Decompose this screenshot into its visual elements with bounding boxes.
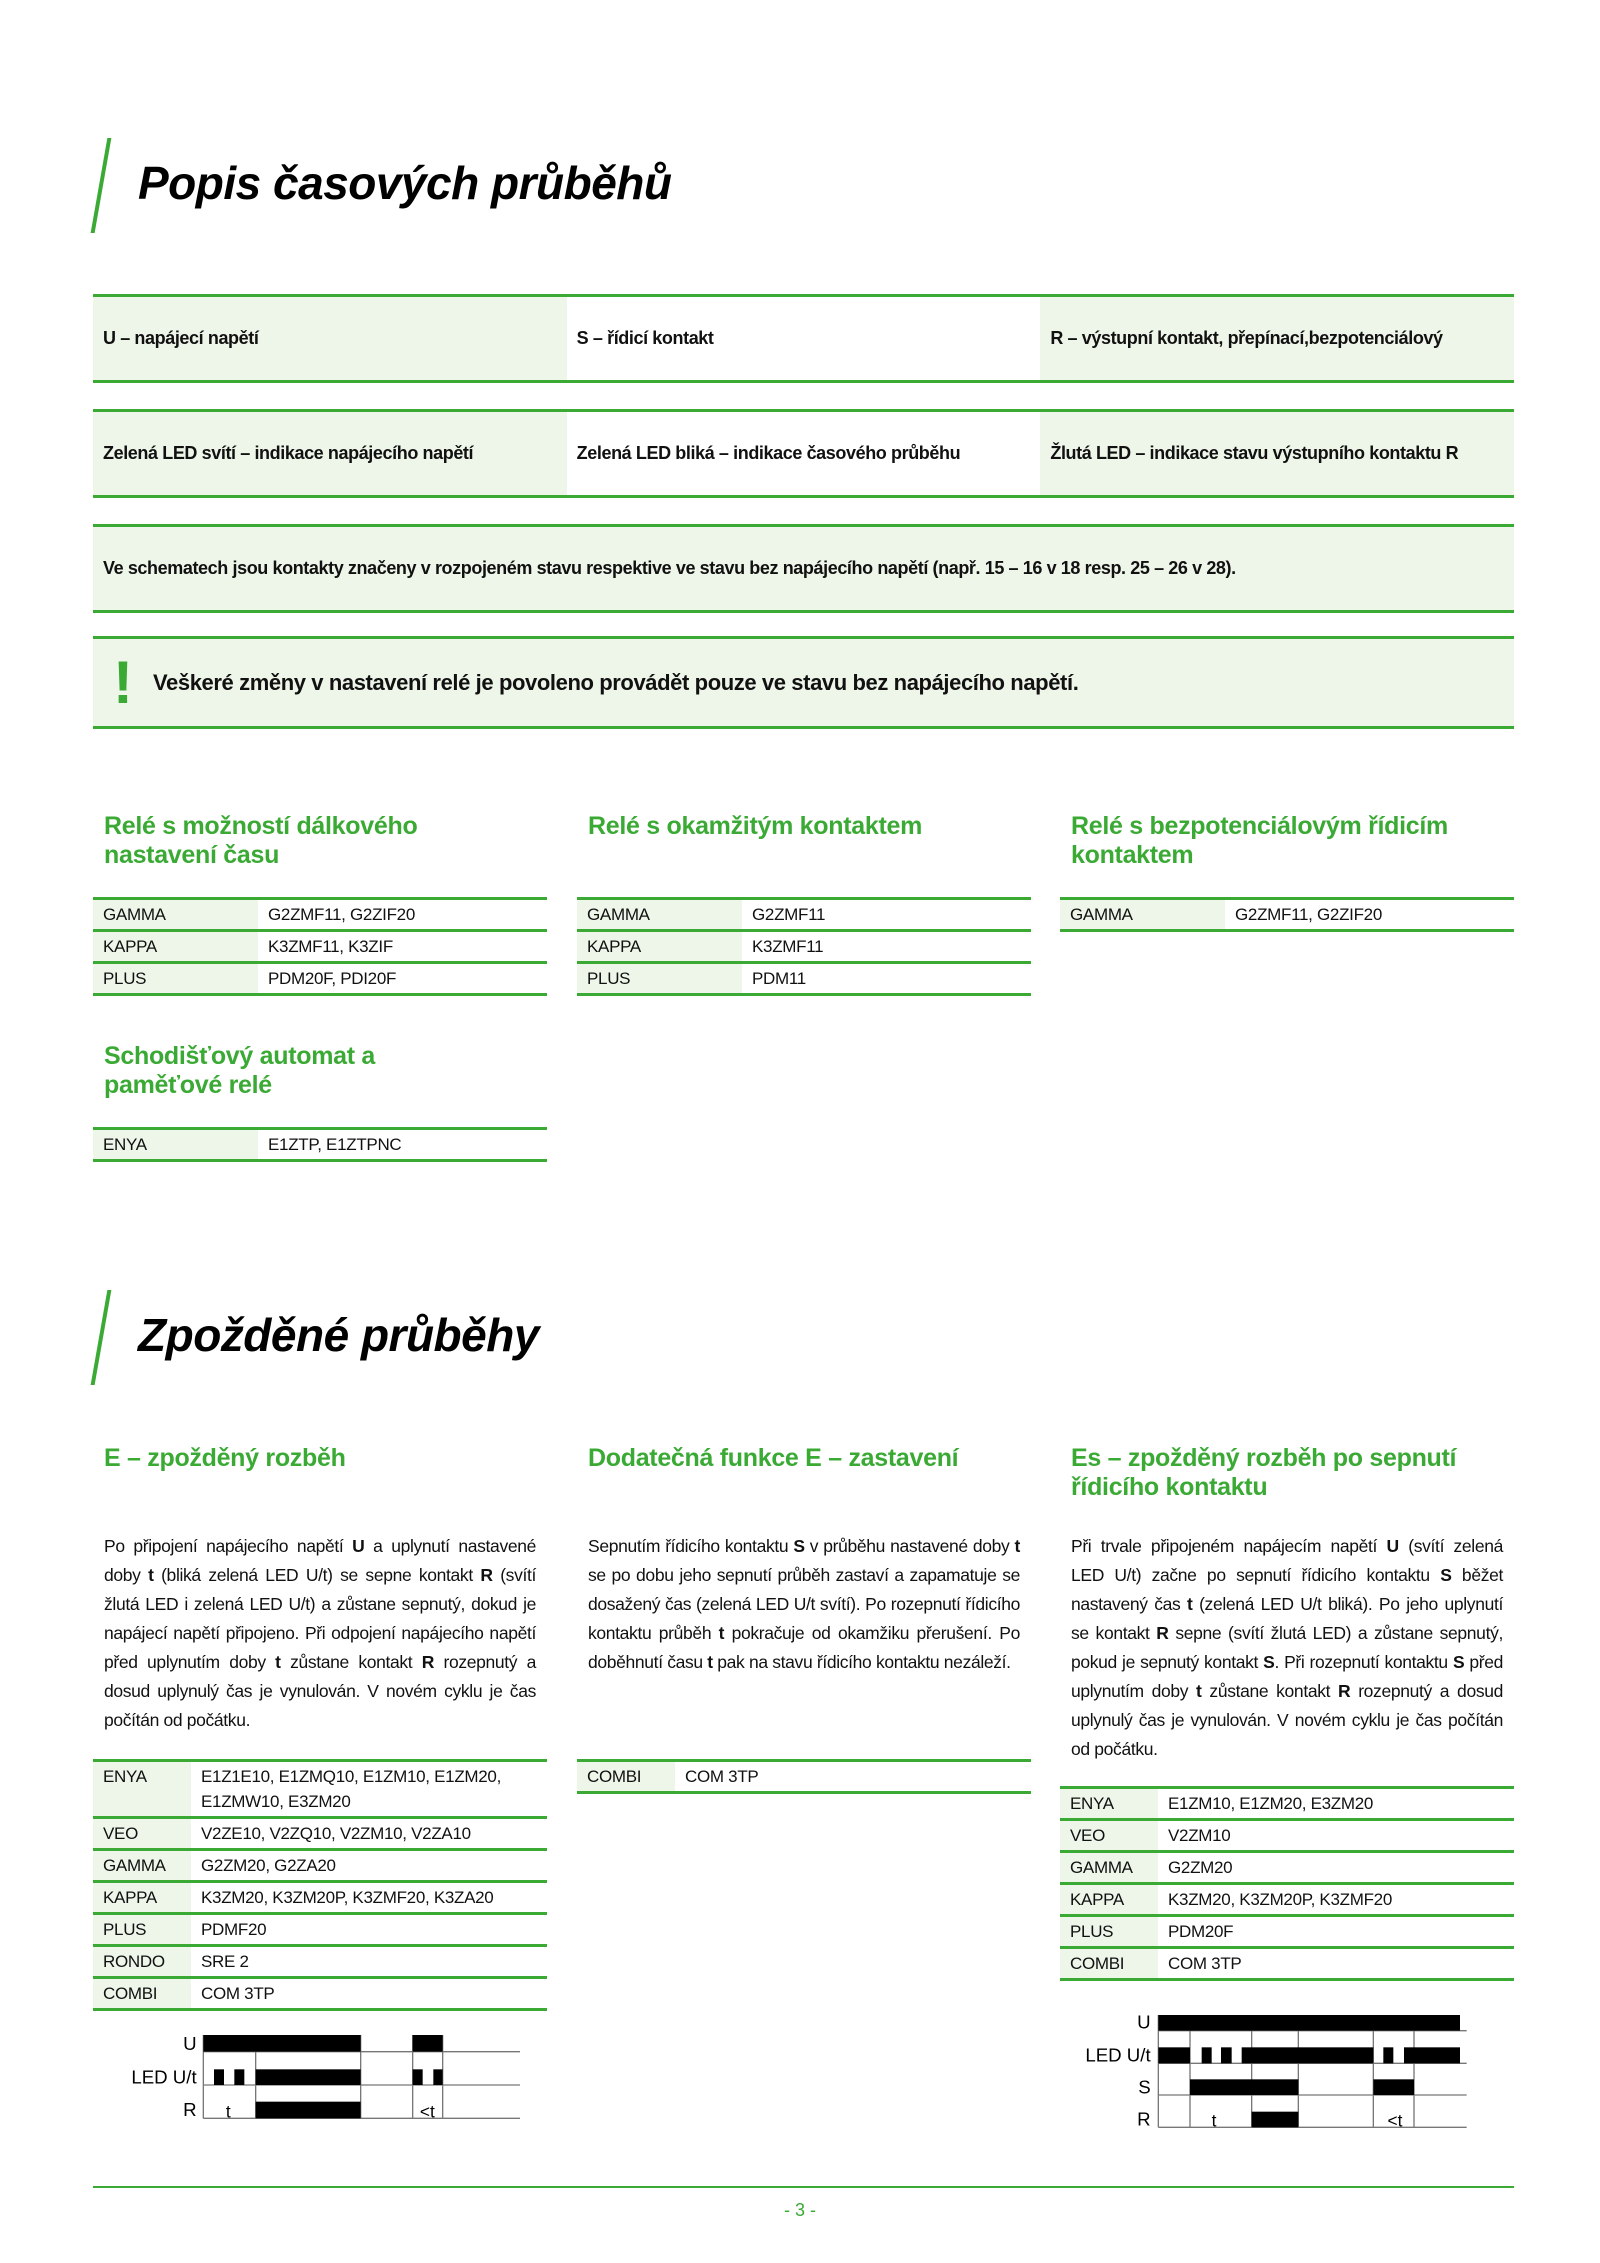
label-s: S (1138, 2076, 1151, 2098)
product-types: G2ZM20, G2ZA20 (191, 1850, 547, 1882)
function-title: Es – zpožděný rozběh po sepnutí řídicího kontaktu (1071, 1444, 1457, 1501)
relay-group-title: Relé s možností dálkového nastavení času (104, 812, 418, 869)
function-table (577, 1759, 1031, 1794)
led-signal (1158, 2047, 1190, 2063)
led-signal (1202, 2047, 1212, 2063)
product-series: VEO (1060, 1820, 1158, 1852)
bold-symbol: t (718, 1623, 725, 1643)
warning-text: Veškeré změny v nastavení relé je povoleno provádět pouze ve stavu bez napájecího napětí. (152, 669, 1079, 695)
product-types: G2ZMF11, G2ZIF20 (1225, 899, 1514, 931)
text-segment: zůstane kontakt (280, 1652, 422, 1672)
bold-symbol: U (1386, 1536, 1399, 1556)
table-row (93, 1850, 547, 1882)
bold-symbol: R (480, 1565, 493, 1585)
product-series: PLUS (93, 1914, 191, 1946)
text-segment: Při trvale připojeném napájecím napětí (1071, 1536, 1387, 1556)
bold-symbol: t (1196, 1681, 1202, 1701)
table-row (577, 1761, 1031, 1793)
table-row (1060, 1820, 1514, 1852)
product-series: ENYA (93, 1129, 258, 1161)
product-series: GAMMA (1060, 899, 1225, 931)
table-row (93, 931, 547, 963)
product-series: GAMMA (577, 899, 742, 931)
relay-table (1060, 897, 1514, 932)
page-title: Popis časových průběhů (138, 157, 672, 209)
legend-green-led-on: Zelená LED svítí – indikace napájecího napětí (103, 443, 474, 463)
relay-table (93, 897, 547, 996)
bold-symbol: S (1452, 1652, 1465, 1672)
product-types: E1ZTP, E1ZTPNC (258, 1129, 547, 1161)
product-types: G2ZMF11, G2ZIF20 (258, 899, 547, 931)
product-series: PLUS (577, 963, 742, 995)
bold-symbol: t (148, 1565, 154, 1585)
product-series: ENYA (1060, 1788, 1158, 1820)
relay-group-title: Relé s bezpotenciálovým řídicím kontaktem (1071, 812, 1448, 869)
table-row (577, 899, 1031, 931)
text-segment: rozepnutý a dosud uplynulý čas je vynulován. V novém cyklu je čas počítán od počátku. (1071, 1681, 1503, 1759)
function-table (1060, 1786, 1514, 1981)
text-segment: zůstane kontakt (1201, 1681, 1339, 1701)
legend-yellow-led: Žlutá LED – indikace stavu výstupního kontaktu R (1050, 443, 1459, 463)
bold-symbol: t (1187, 1594, 1193, 1614)
label-r: R (1137, 2108, 1151, 2130)
product-series: COMBI (1060, 1948, 1158, 1980)
table-row (1060, 1948, 1514, 1980)
text-segment: se po dobu jeho sepnutí průběh zastaví a zapamatuje se dosažený čas (zelená LED U/t svítí). Po rozepnutí řídicího kontaktu průběh (588, 1565, 1020, 1643)
product-types: G2ZMF11 (742, 899, 1031, 931)
bold-symbol: S (1440, 1565, 1452, 1585)
text-segment: sepne (svítí žlutá LED) a zůstane sepnutý, pokud je sepnutý kontakt (1071, 1623, 1503, 1672)
bold-symbol: R (1338, 1681, 1351, 1701)
label-t: t (225, 2101, 231, 2122)
product-types: COM 3TP (675, 1761, 1031, 1793)
bold-symbol: t (275, 1652, 281, 1672)
text-segment: (zelená LED U/t bliká). Po jeho uplynutí se kontakt (1071, 1594, 1503, 1643)
table-row (1060, 1852, 1514, 1884)
bold-symbol: t (707, 1652, 713, 1672)
product-types: G2ZM20 (1158, 1852, 1514, 1884)
label-t: t (1211, 2110, 1217, 2131)
table-row (1060, 1788, 1514, 1820)
relay-table (93, 1127, 547, 1162)
relay-group-title: Relé s okamžitým kontaktem (588, 812, 922, 840)
function-description (104, 1532, 536, 1735)
led-signal (1242, 2047, 1374, 2063)
product-series: VEO (93, 1818, 191, 1850)
table-row (93, 1882, 547, 1914)
product-types: PDM20F, PDI20F (258, 963, 547, 995)
product-series: RONDO (93, 1946, 191, 1978)
function-title: Dodatečná funkce E – zastavení (588, 1444, 959, 1472)
table-row (93, 1946, 547, 1978)
led-signal (1383, 2047, 1393, 2063)
product-types: V2ZM10 (1158, 1820, 1514, 1852)
table-row (93, 1818, 547, 1850)
text-segment: (bliká zelená LED U/t) se sepne kontakt (153, 1565, 481, 1585)
timing-diagram-e (90, 2030, 540, 2140)
bold-symbol: t (1014, 1536, 1021, 1556)
bold-symbol: S (1263, 1652, 1275, 1672)
table-row (93, 899, 547, 931)
text-segment: rozepnutý a dosud uplynulý čas je vynulován. V novém cyklu je čas počítán od počátku. (104, 1652, 536, 1730)
table-row (93, 1978, 547, 2010)
label-r: R (183, 2099, 197, 2120)
relay-table (577, 897, 1031, 996)
text-segment: pak na stavu řídicího kontaktu nezáleží. (712, 1652, 1011, 1672)
text-segment: Sepnutím řídicího kontaktu (588, 1536, 794, 1556)
table-row (93, 963, 547, 995)
led-signal (234, 2069, 244, 2085)
relay-group-title: Schodišťový automat a paměťové relé (104, 1042, 376, 1099)
product-types: K3ZM20, K3ZM20P, K3ZMF20, K3ZA20 (191, 1882, 547, 1914)
text-segment: pokračuje od okamžiku přerušení. Po doběhnutí času (588, 1623, 1020, 1672)
s-signal (1373, 2079, 1414, 2095)
product-types: K3ZMF11 (742, 931, 1031, 963)
title-accent-slash (91, 1290, 112, 1385)
led-signal (1404, 2047, 1460, 2063)
legend-u: U – napájecí napětí (103, 328, 259, 348)
table-row (93, 1914, 547, 1946)
led-signal (433, 2069, 442, 2085)
table-row (93, 1761, 547, 1818)
function-description (588, 1532, 1020, 1677)
table-row (1060, 1884, 1514, 1916)
bold-symbol: U (352, 1536, 365, 1556)
label-lt: <t (419, 2101, 435, 2122)
table-row (577, 963, 1031, 995)
text-segment: v průběhu nastavené doby (804, 1536, 1015, 1556)
text-segment: (svítí zelená LED U/t) začne po sepnutí řídicího kontaktu (1071, 1536, 1503, 1585)
product-types: PDMF20 (191, 1914, 547, 1946)
legend-row-1 (93, 294, 1514, 383)
legend-r: R – výstupní kontakt, přepínací,bezpotenciálový (1050, 328, 1443, 348)
product-series: GAMMA (93, 1850, 191, 1882)
note-box (93, 524, 1514, 613)
text-segment: . Při rozepnutí kontaktu (1274, 1652, 1453, 1672)
legend-row-2 (93, 409, 1514, 498)
product-types: E1Z1E10, E1ZMQ10, E1ZM10, E1ZM20, E1ZMW10, E3ZM20 (191, 1761, 547, 1818)
product-series: PLUS (93, 963, 258, 995)
note-text: Ve schematech jsou kontakty značeny v rozpojeném stavu respektive ve stavu bez napájecího napětí (např. 15 – 16 v 18 resp. 25 – 26 v 28). (103, 558, 1236, 578)
text-segment: (svítí žlutá LED i zelená LED U/t) a zůstane sepnutý, dokud je napájecí napětí připojeno. Při odpojení napájecího napětí před uplynutím doby (104, 1565, 537, 1672)
product-series: COMBI (93, 1978, 191, 2010)
table-row (1060, 899, 1514, 931)
label-led: LED U/t (1085, 2044, 1151, 2066)
product-types: PDM11 (742, 963, 1031, 995)
exclamation-icon: ! (113, 648, 133, 716)
product-types: K3ZMF11, K3ZIF (258, 931, 547, 963)
led-signal (256, 2069, 361, 2085)
table-row (1060, 1916, 1514, 1948)
product-series: KAPPA (577, 931, 742, 963)
product-series: KAPPA (93, 1882, 191, 1914)
legend-green-led-blink: Zelená LED bliká – indikace časového průběhu (567, 412, 1041, 495)
product-series: PLUS (1060, 1916, 1158, 1948)
page-number: - 3 - (783, 2200, 816, 2220)
text-segment: a uplynutí nastavené doby (104, 1536, 536, 1585)
product-types: V2ZE10, V2ZQ10, V2ZM10, V2ZA10 (191, 1818, 547, 1850)
bold-symbol: R (1156, 1623, 1169, 1643)
led-signal (413, 2069, 423, 2085)
product-series: KAPPA (1060, 1884, 1158, 1916)
product-types: COM 3TP (1158, 1948, 1514, 1980)
product-series: GAMMA (93, 899, 258, 931)
warning-box (93, 636, 1514, 729)
label-led: LED U/t (131, 2066, 197, 2088)
timing-diagram-es (1060, 2010, 1490, 2150)
product-types: COM 3TP (191, 1978, 547, 2010)
table-row (577, 931, 1031, 963)
product-series: GAMMA (1060, 1852, 1158, 1884)
product-types: SRE 2 (191, 1946, 547, 1978)
function-description (1071, 1532, 1503, 1764)
r-signal (1252, 2112, 1299, 2128)
product-types: PDM20F (1158, 1916, 1514, 1948)
text-segment: před uplynutím doby (1071, 1652, 1504, 1701)
u-signal (203, 2035, 360, 2052)
label-u: U (1137, 2011, 1151, 2033)
bold-symbol: R (421, 1652, 435, 1672)
s-signal (1190, 2079, 1298, 2095)
section-title: Zpožděné průběhy (138, 1309, 539, 1361)
product-series: ENYA (93, 1761, 191, 1818)
u-signal (1158, 2015, 1460, 2031)
text-segment: Po připojení napájecího napětí (104, 1536, 353, 1556)
r-signal (256, 2102, 361, 2119)
u-signal (413, 2035, 443, 2052)
label-u: U (183, 2033, 197, 2054)
text-segment: běžet nastavený čas (1071, 1565, 1503, 1614)
legend-s: S – řídicí kontakt (567, 297, 1041, 380)
table-row (93, 1129, 547, 1161)
label-lt: <t (1387, 2110, 1403, 2131)
product-series: KAPPA (93, 931, 258, 963)
bold-symbol: S (793, 1536, 805, 1556)
led-signal (214, 2069, 224, 2085)
function-table (93, 1759, 547, 2011)
title-accent-slash (91, 138, 112, 233)
function-title: E – zpožděný rozběh (104, 1444, 346, 1472)
led-signal (1221, 2047, 1232, 2063)
product-types: K3ZM20, K3ZM20P, K3ZMF20 (1158, 1884, 1514, 1916)
product-types: E1ZM10, E1ZM20, E3ZM20 (1158, 1788, 1514, 1820)
product-series: COMBI (577, 1761, 675, 1793)
footer-divider (93, 2186, 1514, 2188)
